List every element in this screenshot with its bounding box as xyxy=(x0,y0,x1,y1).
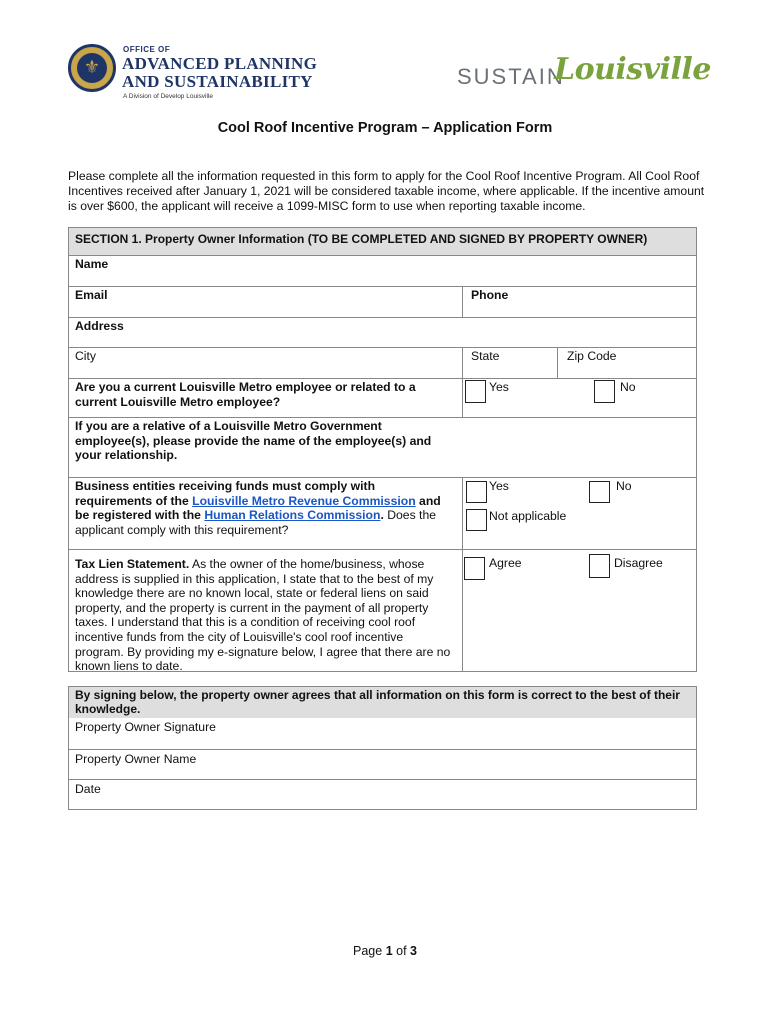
division-label: A Division of Develop Louisville xyxy=(123,93,213,100)
human-relations-link[interactable]: Human Relations Commission xyxy=(204,508,381,523)
disagree-checkbox[interactable] xyxy=(589,554,610,578)
address-label: Address xyxy=(75,319,124,333)
owner-signature-label: Property Owner Signature xyxy=(75,720,216,734)
office-of-label: OFFICE OF xyxy=(123,45,171,54)
business-na-label: Not applicable xyxy=(489,509,567,523)
louisville-logo-script: Louisville xyxy=(554,52,711,87)
employee-no-label: No xyxy=(620,380,636,394)
date-label: Date xyxy=(75,782,101,796)
disagree-label: Disagree xyxy=(614,556,663,570)
name-field[interactable] xyxy=(69,255,696,286)
employee-yes-label: Yes xyxy=(489,380,509,394)
business-question-row xyxy=(69,477,696,549)
relative-question-row[interactable] xyxy=(69,417,696,477)
revenue-commission-link[interactable]: Louisville Metro Revenue Commission xyxy=(192,493,416,508)
office-name-line1: ADVANCED PLANNING xyxy=(122,54,318,73)
signature-statement: By signing below, the property owner agrees that all information on this form is correct to the best of their knowledge. xyxy=(75,688,680,716)
tax-lien-statement xyxy=(75,557,455,674)
owner-signature-field[interactable] xyxy=(69,718,696,749)
city-field[interactable] xyxy=(69,348,462,378)
office-name-line2: AND SUSTAINABILITY xyxy=(122,72,313,91)
owner-name-label: Property Owner Name xyxy=(75,752,197,766)
total-pages: 3 xyxy=(410,944,417,958)
business-yes-label: Yes xyxy=(489,479,509,493)
agree-checkbox[interactable] xyxy=(464,557,485,580)
agree-label: Agree xyxy=(489,556,522,570)
city-label: City xyxy=(75,349,96,363)
owner-name-field[interactable] xyxy=(69,749,696,779)
business-no-checkbox[interactable] xyxy=(589,481,610,503)
business-text-part2: and be registered with the xyxy=(75,493,441,523)
address-field[interactable] xyxy=(69,317,696,347)
of-word: of xyxy=(392,944,411,958)
signature-statement-row xyxy=(69,687,696,718)
business-text-part1: Business entities receiving funds must comply with requirements of the xyxy=(75,479,376,508)
current-page: 1 xyxy=(385,944,393,958)
fleur-de-lis-icon: ⚜ xyxy=(77,53,107,83)
date-field[interactable] xyxy=(69,779,696,809)
tax-lien-row xyxy=(69,549,696,672)
zip-label: Zip Code xyxy=(567,349,617,363)
zip-field[interactable] xyxy=(558,348,696,378)
louisville-seal-logo xyxy=(68,44,116,92)
city-state-zip-row xyxy=(69,347,696,378)
employee-yes-checkbox[interactable] xyxy=(465,380,486,403)
business-text-part4: Does the applicant comply with this requirement? xyxy=(75,508,436,537)
employee-no-checkbox[interactable] xyxy=(594,380,615,403)
employee-question: Are you a current Louisville Metro employee or related to a current Louisville Metro employee? xyxy=(75,380,416,409)
email-label: Email xyxy=(75,288,108,302)
sustain-logo-text: SUSTAIN xyxy=(457,64,565,89)
page-word: Page xyxy=(353,944,386,958)
intro-paragraph: Please complete all the information requested in this form to apply for the Cool Roof Incentive Program. All Cool Roof Incentives received after January 1, 2021 will be considered taxable income, where applicable. If the incentive amount is over $600, the applicant will receive a 1099-MISC form to use when reporting taxable income. xyxy=(68,169,705,213)
business-yes-checkbox[interactable] xyxy=(466,481,487,503)
employee-question-row xyxy=(69,378,696,417)
business-no-label: No xyxy=(616,479,632,493)
section1-header: SECTION 1. Property Owner Information (TO BE COMPLETED AND SIGNED BY PROPERTY OWNER) xyxy=(75,232,648,246)
page-number xyxy=(0,944,770,958)
business-text-part3: . xyxy=(380,508,384,523)
state-field[interactable] xyxy=(463,348,557,378)
tax-lien-body: As the owner of the home/business, whose address is supplied in this application, I state that to the best of my knowledge there are no known local, state or federal liens on said property, and the property is current in the payment of all property taxes. I understand that this is a condition of receiving cool roof incentive funds from the city of Louisville's cool roof incentive program. By providing my e-signature below, I agree that there are no known liens to date. xyxy=(75,557,451,674)
email-field[interactable] xyxy=(69,287,462,317)
name-label: Name xyxy=(75,257,109,271)
business-na-checkbox[interactable] xyxy=(466,509,487,531)
state-label: State xyxy=(471,349,500,363)
relative-question: If you are a relative of a Louisville Metro Government employee(s), please provide the name of the employee(s) and your relationship. xyxy=(75,419,432,463)
signature-table xyxy=(68,686,697,810)
tax-lien-title: Tax Lien Statement. xyxy=(75,557,190,571)
email-phone-row xyxy=(69,286,696,317)
phone-field[interactable] xyxy=(463,287,696,317)
phone-label: Phone xyxy=(471,288,509,302)
section1-header-row xyxy=(69,228,696,255)
form-title: Cool Roof Incentive Program – Application Form xyxy=(217,120,553,136)
section1-form-table xyxy=(68,227,697,672)
business-question xyxy=(75,479,455,537)
